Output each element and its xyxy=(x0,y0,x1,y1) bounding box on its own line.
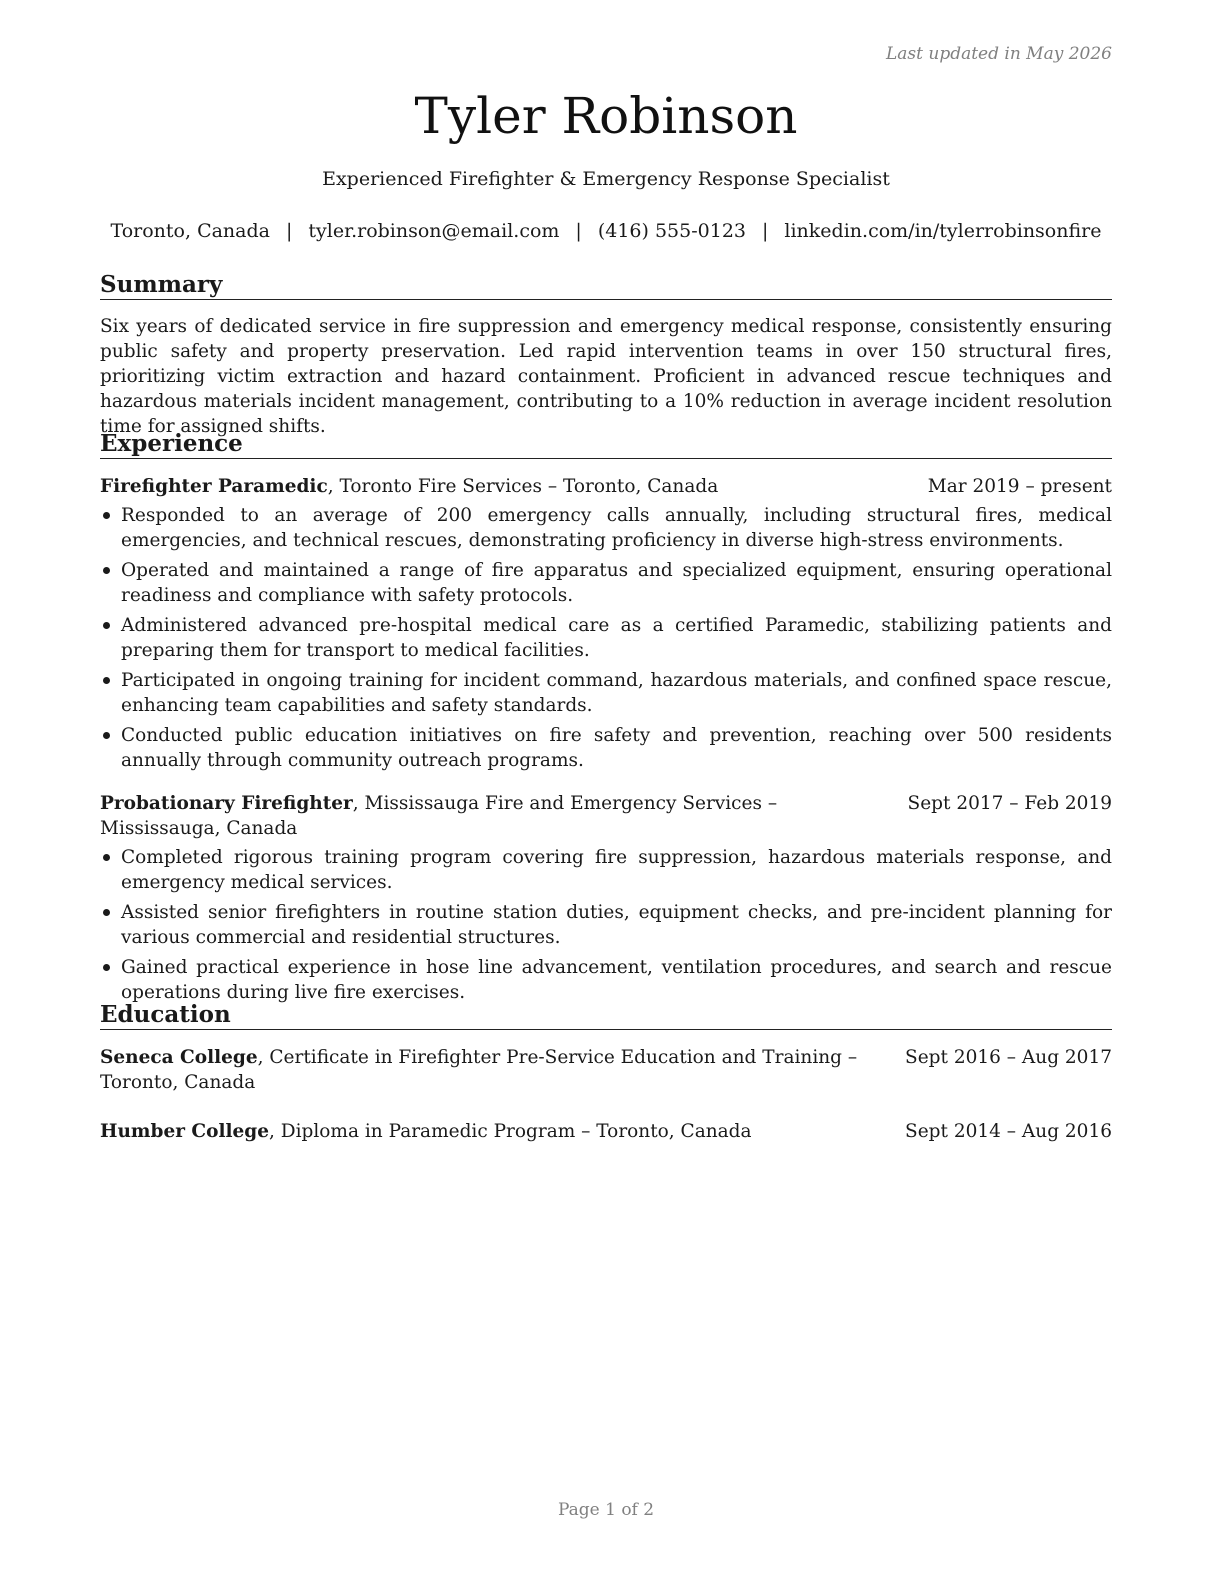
job-organization: , Toronto Fire Services – Toronto, Canada xyxy=(327,476,719,497)
education-dates: Sept 2016 – Aug 2017 xyxy=(905,1047,1112,1068)
last-updated-note: Last updated in May 2026 xyxy=(885,44,1112,64)
bullet-text: Responded to an average of 200 emergency calls annually, including structural fires, medical emergencies, and technical rescues, demonstrating proficiency in diverse high-stress environments. xyxy=(121,505,1112,551)
bullet-icon xyxy=(103,909,110,916)
experience-section xyxy=(100,430,1112,1010)
job-header xyxy=(100,791,1112,841)
section-title-education: Education xyxy=(100,1001,1112,1030)
job-bullet xyxy=(100,668,1112,718)
contact-separator: | xyxy=(575,220,582,242)
education-school: Humber College xyxy=(100,1121,269,1142)
job-role: Firefighter Paramedic xyxy=(100,476,328,497)
bullet-icon xyxy=(103,567,110,574)
bullet-text: Gained practical experience in hose line advancement, ventilation procedures, and search and rescue operations during live fire exercises. xyxy=(121,957,1112,1003)
contact-separator: | xyxy=(762,220,769,242)
job-bullet xyxy=(100,900,1112,950)
bullet-text: Operated and maintained a range of fire apparatus and specialized equipment, ensuring operational readiness and compliance with safety protocols. xyxy=(121,560,1112,606)
candidate-headline: Experienced Firefighter & Emergency Response Specialist xyxy=(322,168,890,190)
contact-linkedin[interactable]: linkedin.com/in/tylerrobinsonfire xyxy=(784,220,1102,242)
job-organization: , Mississauga Fire and Emergency Services – Mississauga, Canada xyxy=(100,793,778,839)
job-bullet xyxy=(100,723,1112,773)
bullet-icon xyxy=(103,677,110,684)
job-header xyxy=(100,474,1112,499)
bullet-icon xyxy=(103,622,110,629)
summary-section xyxy=(100,271,1112,439)
section-title-summary: Summary xyxy=(100,271,1112,300)
job-role: Probationary Firefighter xyxy=(100,793,353,814)
candidate-name: Tyler Robinson xyxy=(414,87,798,145)
job-entry xyxy=(100,474,1112,773)
contact-separator: | xyxy=(285,220,293,242)
bullet-icon xyxy=(103,732,110,739)
job-bullet xyxy=(100,503,1112,553)
education-program: , Diploma in Paramedic Program – Toronto, Canada xyxy=(269,1121,752,1142)
education-school: Seneca College xyxy=(100,1047,258,1068)
job-entry xyxy=(100,791,1112,1005)
bullet-icon xyxy=(103,512,110,519)
job-bullet-list xyxy=(100,845,1112,1005)
bullet-text: Completed rigorous training program covering fire suppression, hazardous materials response, and emergency medical services. xyxy=(121,847,1112,893)
job-dates: Mar 2019 – present xyxy=(927,476,1112,497)
summary-text: Six years of dedicated service in fire suppression and emergency medical response, consistently ensuring public safety and property preservation. Led rapid intervention teams in over 150 structural fires, prioritizing victim extraction and hazard containment. Proficient in advanced rescue techniques and hazardous materials incident management, contributing to a 10% reduction in average incident resolution time for assigned shifts. xyxy=(100,316,1112,437)
education-entry xyxy=(100,1045,1112,1095)
contact-location: Toronto, Canada xyxy=(110,220,270,242)
job-title-line xyxy=(100,474,928,499)
bullet-text: Conducted public education initiatives on fire safety and prevention, reaching over 500 residents annually through community outreach programs. xyxy=(121,725,1112,771)
bullet-text: Administered advanced pre-hospital medical care as a certified Paramedic, stabilizing patients and preparing them for transport to medical facilities. xyxy=(121,615,1112,661)
education-program: , Certificate in Firefighter Pre-Service Education and Training – Toronto, Canada xyxy=(100,1047,858,1093)
resume-page xyxy=(100,0,1112,1584)
bullet-text: Participated in ongoing training for incident command, hazardous materials, and confined space rescue, enhancing team capabilities and safety standards. xyxy=(121,670,1112,716)
page-number: Page 1 of 2 xyxy=(557,1500,655,1520)
bullet-icon xyxy=(103,854,110,861)
job-dates: Sept 2017 – Feb 2019 xyxy=(907,793,1112,814)
contact-phone[interactable]: (416) 555-0123 xyxy=(597,220,746,242)
section-title-experience: Experience xyxy=(100,430,1112,459)
job-title-line xyxy=(100,791,908,841)
education-title-line xyxy=(100,1045,905,1095)
education-section xyxy=(100,1001,1112,1144)
job-bullet xyxy=(100,845,1112,895)
education-title-line xyxy=(100,1119,905,1144)
job-bullet-list xyxy=(100,503,1112,773)
bullet-icon xyxy=(103,964,110,971)
contact-email[interactable]: tyler.robinson@email.com xyxy=(308,220,560,242)
job-bullet xyxy=(100,558,1112,608)
contact-line xyxy=(100,219,1112,243)
job-bullet xyxy=(100,613,1112,663)
job-bullet xyxy=(100,955,1112,1005)
bullet-text: Assisted senior firefighters in routine station duties, equipment checks, and pre-incident planning for various commercial and residential structures. xyxy=(121,902,1112,948)
education-dates: Sept 2014 – Aug 2016 xyxy=(905,1121,1112,1142)
education-entry xyxy=(100,1119,1112,1144)
